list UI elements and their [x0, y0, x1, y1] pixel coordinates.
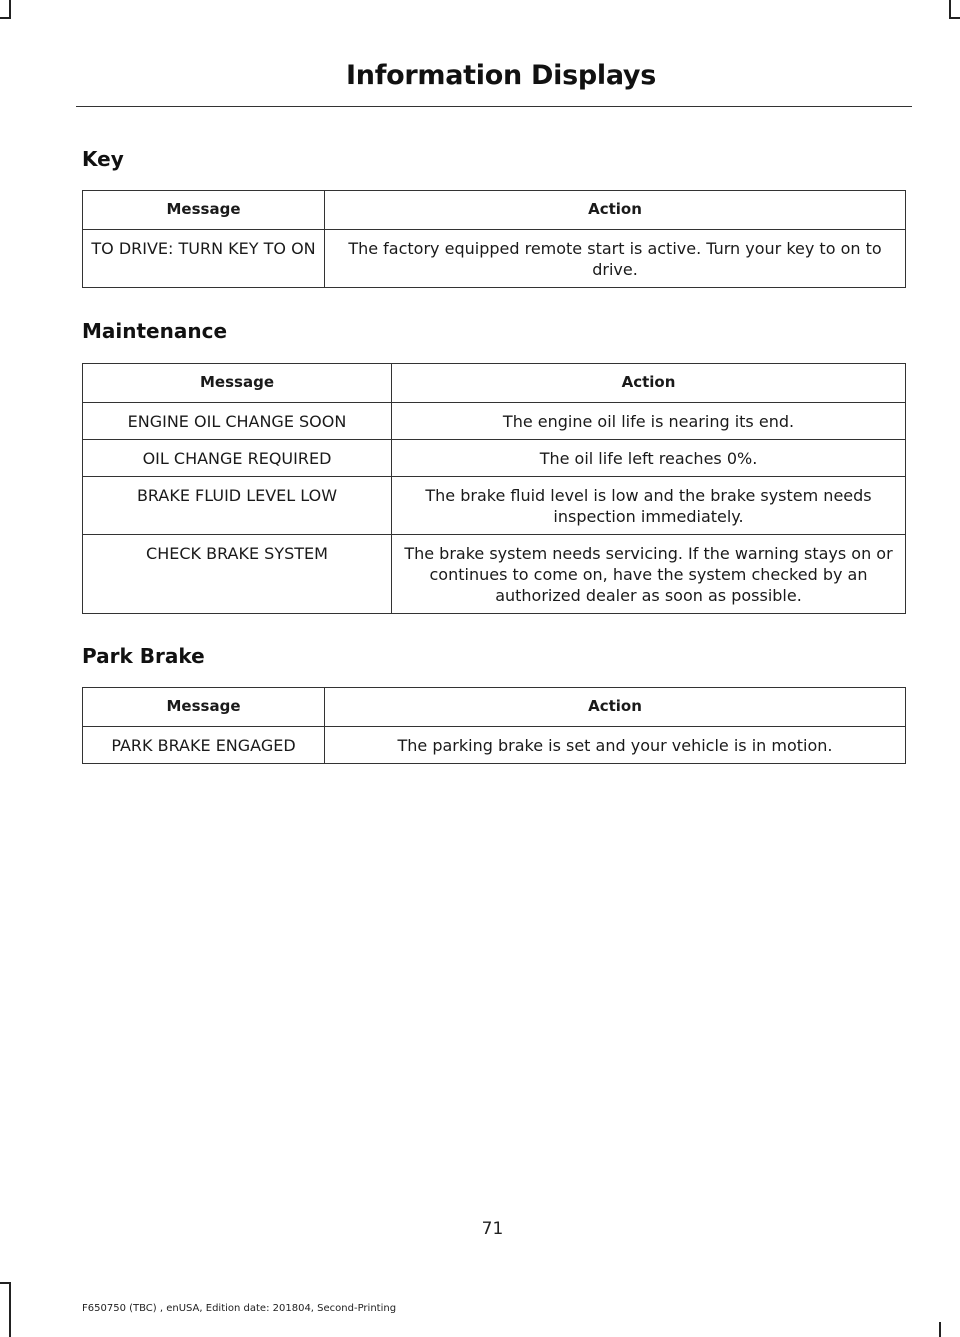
- message-cell: OIL CHANGE REQUIRED: [83, 440, 392, 477]
- page-number: 71: [481, 1219, 504, 1239]
- table-maintenance: [82, 363, 906, 614]
- crop-mark-top-left: [0, 17, 11, 19]
- table-row: [83, 230, 906, 288]
- table-header-row: [83, 191, 906, 230]
- crop-mark-bottom-left: [9, 1282, 11, 1337]
- message-cell: CHECK BRAKE SYSTEM: [83, 535, 392, 614]
- section-heading-park-brake: Park Brake: [82, 644, 205, 668]
- table-row: [83, 403, 906, 440]
- action-cell: The oil life left reaches 0%.: [392, 440, 906, 477]
- page-title: Information Displays: [346, 60, 656, 91]
- header-divider: [76, 106, 912, 107]
- message-cell: ENGINE OIL CHANGE SOON: [83, 403, 392, 440]
- column-header-action: Action: [325, 191, 906, 230]
- table-key: [82, 190, 906, 288]
- table-header-row: [83, 688, 906, 727]
- column-header-message: Message: [83, 688, 325, 727]
- section-heading-key: Key: [82, 147, 124, 171]
- table-row: [83, 477, 906, 535]
- column-header-action: Action: [325, 688, 906, 727]
- table-header-row: [83, 364, 906, 403]
- table-row: [83, 440, 906, 477]
- message-cell: TO DRIVE: TURN KEY TO ON: [83, 230, 325, 288]
- action-cell: The brake system needs servicing. If the warning stays on or continues to come on, have the system checked by an authorized dealer as soon as possible.: [392, 535, 906, 614]
- table-row: [83, 535, 906, 614]
- action-cell: The brake fluid level is low and the brake system needs inspection immediately.: [392, 477, 906, 535]
- action-cell: The factory equipped remote start is active. Turn your key to on to drive.: [325, 230, 906, 288]
- crop-mark-top-right: [949, 17, 960, 19]
- action-cell: The parking brake is set and your vehicle is in motion.: [325, 727, 906, 764]
- crop-mark-bottom-left: [0, 1282, 11, 1284]
- column-header-action: Action: [392, 364, 906, 403]
- message-cell: BRAKE FLUID LEVEL LOW: [83, 477, 392, 535]
- crop-mark-top-left: [9, 0, 11, 17]
- section-heading-maintenance: Maintenance: [82, 319, 228, 343]
- footer-edition-info: F650750 (TBC) , enUSA, Edition date: 201804, Second-Printing: [82, 1303, 397, 1314]
- column-header-message: Message: [83, 364, 392, 403]
- crop-mark-bottom-right: [939, 1322, 941, 1337]
- crop-mark-top-right: [949, 0, 951, 17]
- message-cell: PARK BRAKE ENGAGED: [83, 727, 325, 764]
- column-header-message: Message: [83, 191, 325, 230]
- table-row: [83, 727, 906, 764]
- action-cell: The engine oil life is nearing its end.: [392, 403, 906, 440]
- table-park-brake: [82, 687, 906, 764]
